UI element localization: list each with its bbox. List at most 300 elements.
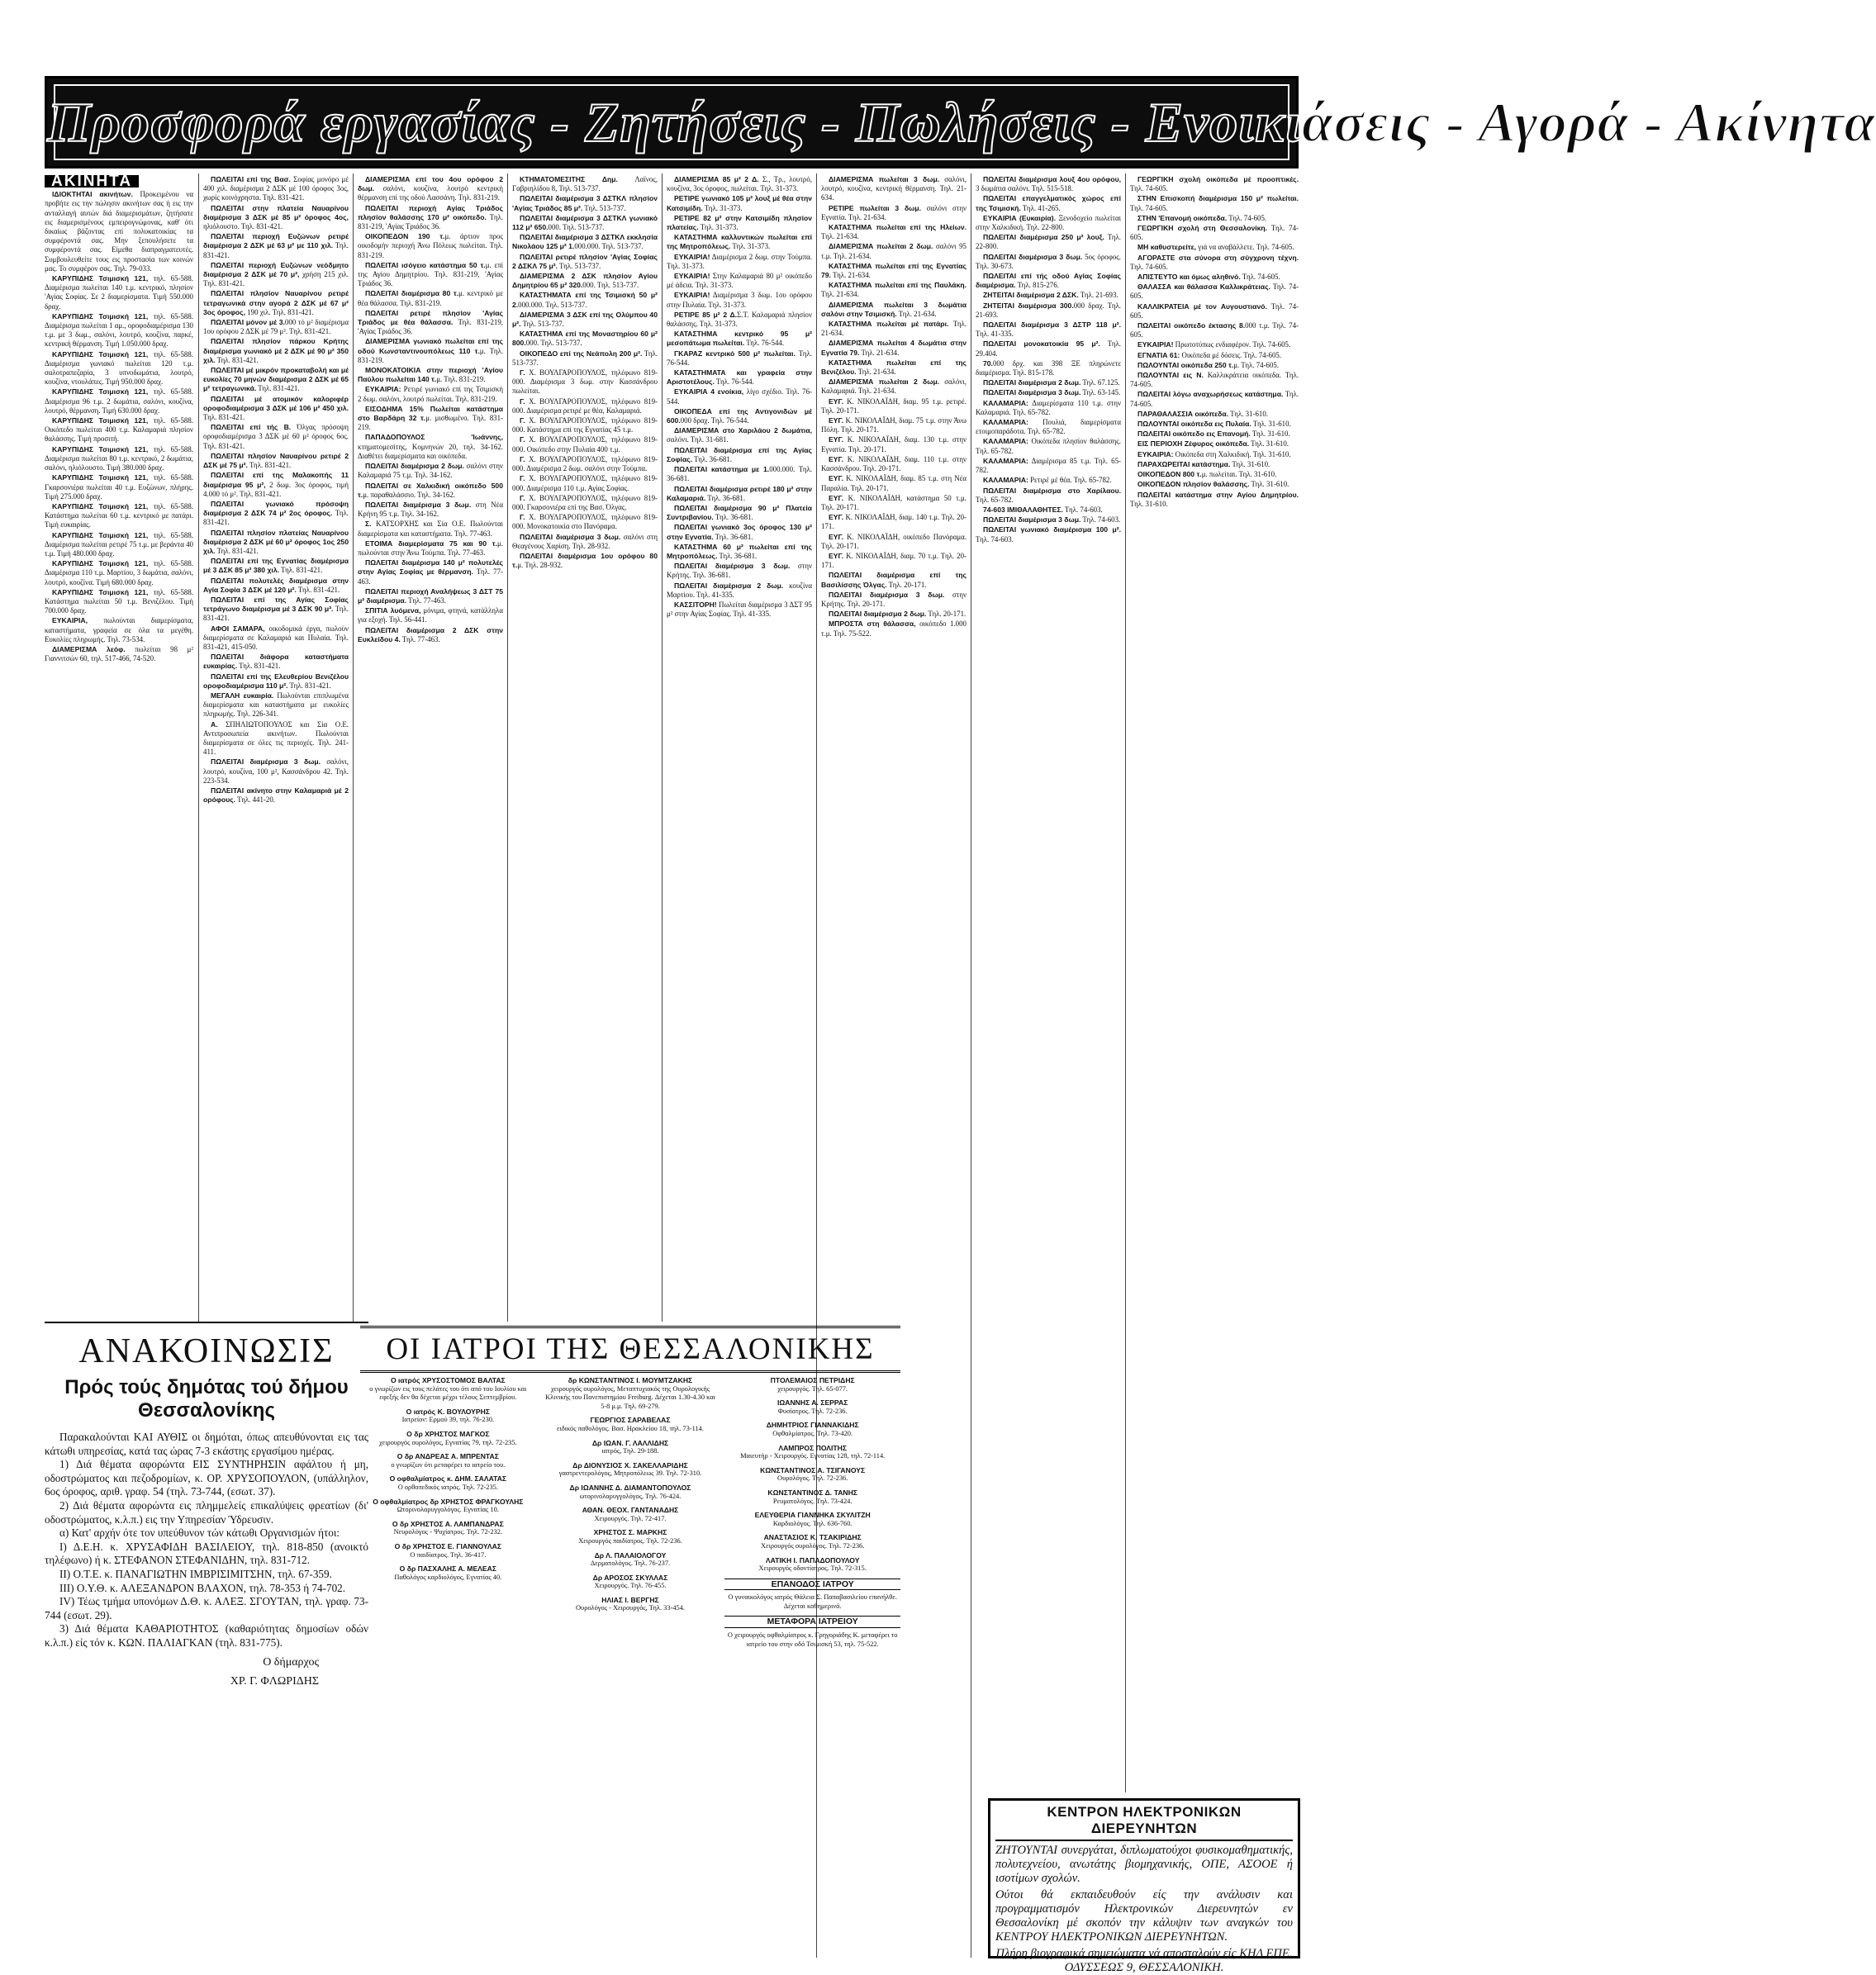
doctor-name: ΗΛΙΑΣ Ι. ΒΕΡΓΗΣ: [601, 1595, 659, 1604]
classified-ad: ΚΑΤΑΣΤΗΜΑ 60 μ² πωλείται επί της Μητροπόλεως. Τηλ. 36-681.: [667, 542, 812, 560]
classified-ad: ΚΑΤΑΣΤΗΜΑ πωλείται επί της Ηλείων. Τηλ. 21-634.: [821, 223, 966, 241]
classified-ad: ΠΩΛΕΙΤΑΙ επί τής οδού Αγίας Σοφίας διαμέρισμα. Τηλ. 815-276.: [976, 272, 1121, 290]
classified-ad: ΠΩΛΕΙΤΑΙ διαμέρισμα ρετιρέ 180 μ² στην Καλαμαριά. Τηλ. 36-681.: [667, 484, 812, 502]
announcement-paragraph: ΙΙ) Ο.Τ.Ε. κ. ΠΑΝΑΓΙΩΤΗΝ ΙΜΒΡΙΣΙΜΙΤΣΗΝ, τηλ. 67-359.: [59, 1567, 332, 1580]
doctor-entry: [360, 1498, 536, 1515]
doctor-entry: [543, 1551, 719, 1569]
classified-ad: ΠΩΛΕΙΤΑΙ περιοχή Ευζώνων ρετιρέ διαμέρισμα 2 ΔΣΚ μέ 63 μ² με 110 χιλ. Τηλ. 831-421.: [203, 232, 349, 259]
doctor-name: ΕΛΕΥΘΕΡΙΑ ΓΙΑΝΝΗΚΑ ΣΚΥΛΙΤΖΗ: [754, 1511, 871, 1520]
classified-ad: ΔΙΑΜΕΡΙΣΜΑ γωνιακό πωλείται επί της οδού Κωνσταντινουπόλεως 110 τ.μ. Τηλ. 831-219.: [358, 337, 504, 364]
classified-ad: ΚΑΛΑΜΑΡΙΑ: Διαμέρισμα 85 τ.μ. Τηλ. 65-782.: [976, 456, 1121, 475]
research-centre-contact: Πλήρη βιογραφικά σημειώματα νά αποσταλούν είς ΚΗΔ ΕΠΕ, ΟΔΥΣΣΕΩΣ 9, ΘΕΣΣΑΛΟΝΙΚΗ.: [995, 1947, 1293, 1974]
column-divider: [662, 173, 663, 1322]
classified-ad: ΚΑΤΑΣΤΗΜΑ πωλείται επί της Παυλάκη. Τηλ. 21-634.: [821, 281, 966, 299]
doctors-column: [360, 1376, 536, 1964]
classified-ad: ΙΔΙΟΚΤΗΤΑΙ ακινήτων. Προκειμένου να προβήτε εις την πώλησιν ακινήτων σας ή εις την ανταλλαγή αυτών διά διαμερισμάτων, ζητήσατε εις διαμερισμένους εμπειρογνώμονας, καθ' ότι δικαίως βάζοντας επί πολυκατοικίας τα συμφέροντά σας. Μην ξεπουλήσετε τα συμφέροντά σας. Είμεθα διαπραγματευτές. Συμβουλευθείτε τους εις προστασία των κοινών μας. Το συμφέρον σας. Τηλ. 79-033.: [45, 190, 194, 273]
doctor-entry: [360, 1564, 536, 1582]
classified-ad: ΠΩΛΕΙΤΑΙ πλησίον Ναυαρίνου ρετιρέ τετραγωνικά στην αγορά 2 ΔΣΚ μέ 67 μ² 3ος όροφος, 190 χιλ. Τηλ. 831-421.: [203, 289, 349, 316]
classified-ad: ΚΑΤΑΣΤΗΜΑ καλλυντικών πωλείται επί της Μητροπόλεως. Τηλ. 31-373.: [667, 233, 812, 251]
classified-ad: ΠΩΛΕΙΤΑΙ διαμέρισμα 3 δωμ. στην Κρήτης. Τηλ. 36-681.: [667, 562, 812, 580]
doctor-details: Οφθαλμίατρος. Τηλ. 73-420.: [772, 1429, 853, 1437]
classified-ad: ΔΙΑΜΕΡΙΣΜΑ πωλείται 2 δωμ. σαλόνι 95 τ.μ. Τηλ. 21-634.: [821, 242, 966, 260]
classified-ad: ΚΑΡΥΠΙΔΗΣ Τσιμισκή 121, τηλ. 65-588. Διαμέρισμα πωλείται 80 τ.μ. κεντρικό, 2 δωμάτια, σαλόνι, ηλιόλουστο. Τιμή 380.000 δραχ.: [45, 444, 193, 472]
column-divider: [353, 173, 354, 1322]
classified-ad: ΠΩΛΕΙΤΑΙ διαμέρισμα 250 μ² λουξ. Τηλ. 22-800.: [976, 233, 1121, 251]
classified-ad: ΠΩΛΕΙΤΑΙ διαμέρισμα 90 μ² Πλατεία Συντριβανίου. Τηλ. 36-681.: [667, 503, 812, 522]
doctor-entry: [724, 1511, 900, 1528]
doctor-name: ΛΑΤΙΚΗ Ι. ΠΑΠΑΔΟΠΟΥΛΟΥ: [765, 1555, 860, 1564]
doctor-name: Ο δρ ΧΡΗΣΤΟΣ ΜΑΓΚΟΣ: [406, 1429, 490, 1438]
classified-ad: ΔΙΑΜΕΡΙΣΜΑ πωλείται 3 δωμ. σαλόνι, λουτρό, κουζίνα, κεντρική θέρμανση. Τηλ. 21-634.: [821, 175, 966, 202]
classified-ad: ΚΑΡΥΠΙΔΗΣ Τσιμισκή 121, τηλ. 65-588. Κατάστημα πωλείται 60 τ.μ. κεντρικό με πατάρι. Τιμή ευκαιρίας.: [45, 501, 193, 529]
classified-ad: ΔΙΑΜΕΡΙΣΜΑ πωλείται 4 δωμάτια στην Εγνατία 79. Τηλ. 21-634.: [821, 339, 966, 357]
classified-ad: ΜΗ καθυστερείτε, γιά να αναβάλλετε. Τηλ. 74-605.: [1137, 243, 1294, 252]
announcement-paragraph: 1) Διά θέματα αφορώντα ΕΙΣ ΣΥΝΤΗΡΗΣΙΝ αφάλτου ή μη, οδοστρώματος και πεζοδρομίων, κ. ΟΡ. ΧΡΥΣΟΠΟΥΛΟΝ, (υπάλληλον, 6ος όροφος, αριθ. γραφ. 54 (τηλ. 73-744, (εσωτ. 37).: [45, 1458, 368, 1498]
doctor-entry: [724, 1421, 900, 1438]
classified-ad: ΠΩΛΕΙΤΑΙ κατάστημα με 1.000.000. Τηλ. 36-681.: [667, 465, 812, 483]
doctor-name: Ο δρ ΧΡΗΣΤΟΣ Ε. ΓΙΑΝΝΟΥΛΑΣ: [394, 1541, 501, 1550]
classified-ad: ΕΥΓ. Κ. ΝΙΚΟΛΑΪΔΗ, διαμ. 95 τ.μ. ρετιρέ. Τηλ. 20-171.: [821, 396, 966, 415]
doctor-entry: [724, 1556, 900, 1574]
classified-ad: ΠΩΛΕΙΤΑΙ μόνον μέ 3.000 τό μ² διαμέρισμα 1ου ορόφου 2 ΔΣΚ μέ 79 μ². Τηλ. 831-421.: [203, 318, 349, 336]
classified-ad: Γ. Χ. ΒΟΥΛΓΑΡΟΠΟΥΛΟΣ, τηλέφωνο 819-000. Κατάστημα επί της Εγνατίας 45 τ.μ.: [512, 416, 658, 434]
classified-ad: ΕΥΓ. Κ. ΝΙΚΟΛΑΪΔΗ, διαμ. 130 τ.μ. στην Εγνατία. Τηλ. 20-171.: [821, 435, 966, 453]
classified-column-7: [976, 175, 1121, 1956]
ads-list: [976, 175, 1121, 544]
classified-ad: Σ. ΚΑΤΣΟΡΧΗΣ και Σία Ο.Ε. Πωλούνται διαμερίσματα και καταστήματα. Τηλ. 77-463.: [358, 520, 503, 538]
classified-ad: ΚΑΣΣΙΤΟΡΗ! Πωλείται διαμέρισμα 3 ΔΣΤ 95 μ² στην Αγίας Σοφίας. Τηλ. 41-335.: [667, 600, 812, 619]
classified-ad: ΠΩΛΕΙΤΑΙ διαμέρισμα 3 ΔΣΤΚΛ γωνιακό 112 μ² 650.000. Τηλ. 513-737.: [512, 213, 658, 232]
classified-ad: ΚΑΤΑΣΤΗΜΑ επί της Μοναστηρίου 60 μ² 800.000. Τηλ. 513-737.: [512, 330, 658, 348]
classified-ad: ΘΑΛΑΣΣΑ και θάλασσα Καλλικράτειας. Τηλ. 74-605.: [1130, 282, 1299, 301]
classified-ad: ΕΥΚΑΙΡΙΑ (Ευκαιρία). Ξενοδοχείο πωλείται στην Χαλκιδική. Τηλ. 22-800.: [976, 213, 1121, 232]
doctor-details: Ο παιδίατρος. Τηλ. 36-417.: [410, 1550, 487, 1559]
classified-ad: ΕΥΚΑΙΡΙΑ 4 ενοίκια, λίγο σχέδιο. Τηλ. 76-544.: [667, 387, 812, 406]
doctor-entry: [724, 1488, 900, 1506]
announcement-paragraph: 2) Διά θέματα αφορώντα εις πλημμελείς επικαλύψεις φρεατίων (δι' οδοστρώματος, κ.λ.π.) εις την Υπηρεσίαν Ύδρευσιν.: [45, 1498, 368, 1526]
classified-ad: ΕΤΟΙΜΑ διαμερίσματα 75 και 90 τ.μ. πωλούνται στην Άνω Τούμπα. Τηλ. 77-463.: [358, 539, 503, 557]
classified-ad: ΕΥΚΑΙΡΙΑ! Διαμέρισμα 2 δωμ. στην Τούμπα. Τηλ. 31-373.: [667, 252, 812, 270]
classified-ad: ΕΥΚΑΙΡΙΑ! Διαμέρισμα 3 δωμ. 1ου ορόφου στην Πυλαία. Τηλ. 31-373.: [667, 291, 812, 309]
classified-ad: ΠΩΛΕΙΤΑΙ οικόπεδο έκτασης 8.000 τ.μ. Τηλ. 74-605.: [1130, 321, 1299, 339]
announcement-paragraph: Ι) Δ.Ε.Η. κ. ΧΡΥΣΑΦΙΔΗ ΒΑΣΙΛΕΙΟΥ, τηλ. 818-850 (ανοικτό τηλέφωνο) ή κ. ΣΤΕΦΑΝΟΝ ΣΤΕΦΑΝΙΔΗΝ, τηλ. 831-712.: [45, 1540, 368, 1567]
classified-ad: ΚΑΛΛΙΚΡΑΤΕΙΑ μέ τον Αυγουστιανό. Τηλ. 74-605.: [1130, 301, 1299, 320]
doctor-entry: [360, 1542, 536, 1560]
classified-ad: Γ. Χ. ΒΟΥΛΓΑΡΟΠΟΥΛΟΣ, τηλέφωνο 819-000. Οικόπεδο στην Πυλαία 400 τ.μ.: [512, 435, 658, 453]
doctor-name: ΑΝΑΣΤΑΣΙΟΣ Κ. ΤΣΑΚΙΡΙΔΗΣ: [763, 1533, 862, 1542]
doctor-entry: [543, 1376, 719, 1411]
doctor-entry: [724, 1466, 900, 1484]
classified-ad: ΠΩΛΕΙΤΑΙ διαμέρισμα 2 δωμ. Τηλ. 67.125.: [983, 378, 1120, 387]
classified-ad: ΚΑΛΑΜΑΡΙΑ: Οικόπεδα πλησίον θαλάσσης. Τηλ. 65-782.: [976, 437, 1121, 455]
doctor-entry: [724, 1398, 900, 1416]
classified-ad: ΟΙΚΟΠΕΔΟ επί της Νεάπολη 200 μ². Τηλ. 513-737.: [512, 349, 658, 367]
classified-ad: ΠΩΛΕΙΤΑΙ διαμέρισμα 80 τ.μ. κεντρικό με θέα θάλασσα. Τηλ. 831-219.: [358, 289, 503, 307]
classified-ad: ΚΑΤΑΣΤΗΜΑ πωλείται μέ πατάρι. Τηλ. 21-634.: [821, 320, 966, 338]
classified-ad: ΠΩΛΕΙΤΑΙ διαμέρισμα 1ου ορόφου 80 τ.μ. Τηλ. 28-932.: [512, 551, 658, 570]
doctor-details: Παθολόγος καρδιολόγος, Εγνατίας 40.: [394, 1573, 502, 1581]
classified-ad: Γ. Χ. ΒΟΥΛΓΑΡΟΠΟΥΛΟΣ, τηλέφωνο 819-000. Διαμέρισμα 3 δωμ. στην Κασσάνδρου πωλείται.: [512, 368, 658, 396]
doctor-name: ΑΘΑΝ. ΘΕΟΧ. ΓΑΝΤΑΝΑΔΗΣ: [582, 1506, 679, 1515]
classified-ad: ΕΥΚΑΙΡΙΑ: Οικόπεδα στη Χαλκιδική. Τηλ. 31-610.: [1137, 449, 1291, 458]
classified-ad: Γ. Χ. ΒΟΥΛΓΑΡΟΠΟΥΛΟΣ, τηλέφωνο 819-000. Διαμέρισμα ρετιρέ με θέα, Καλαμαριά.: [512, 396, 658, 415]
research-centre-ad: [988, 1798, 1300, 1974]
doctor-details: χειρουργός. Τηλ. 65-077.: [777, 1384, 848, 1393]
research-centre-text: ΖΗΤΟΥΝΤΑΙ συνεργάται, διπλωματούχοι φυσικομαθηματικής, πολυτεχνείου, ανωτάτης βιομηχανικής, ΟΠΕ, ΑΣΟΟΕ ή ισοτίμων σχολών.: [995, 1844, 1293, 1885]
classified-ad: ΕΥΓ. Κ. ΝΙΚΟΛΑΪΔΗ, διαμ. 75 τ.μ. στην Άνω Πόλη. Τηλ. 20-171.: [821, 416, 966, 434]
doctor-details: Χειρουργός. Τηλ. 72-417.: [594, 1514, 667, 1522]
classified-ad: ΚΑΡΥΠΙΔΗΣ Τσιμισκή 121, τηλ. 65-588. Διαμέρισμα γωνιακό πωλείται 120 τ.μ. σαλοτραπεζαρία, 3 υπνοδωμάτια, λουτρό, κουζίνα, ντουλάπες. Τιμή 950.000 δραχ.: [45, 349, 193, 387]
classified-ad: ΣΠΙΤΙΑ λυόμενα, μόνιμα, φτηνά, κατάλληλα για εξοχή. Τηλ. 56-441.: [358, 606, 503, 624]
classified-ad: ΠΩΛΕΙΤΑΙ επί της Αγίας Σοφίας τετράγωνο διαμέρισμα μέ 3 ΔΣΚ 90 μ². Τηλ. 831-421.: [203, 595, 349, 623]
doctor-name: Ο ιατρός ΧΡΥΣΟΣΤΟΜΟΣ ΒΑΛΤΑΣ: [390, 1376, 506, 1384]
classified-ad: ΠΩΛΕΙΤΑΙ ακίνητο στην Καλαμαριά μέ 2 ορόφους. Τηλ. 441-20.: [203, 786, 349, 805]
classified-ad: ΠΩΛΕΙΤΑΙ διαμέρισμα 3 δωμ. στην Κρήτης. Τηλ. 20-171.: [821, 590, 966, 608]
doctor-details: ο γνωρίζων εις τους πελάτες του ότι από του Ιουλίου και εφεξής δεν θα δέχεται μέχρι τέλους Σεπτεμβρίου.: [369, 1384, 527, 1402]
column-divider: [1125, 173, 1126, 1792]
classified-ad: ΚΑΡΥΠΙΔΗΣ Τσιμισκή 121, τηλ. 65-588. Οικόπεδο πωλείται 400 τ.μ. Καλαμαριά πλησίον θαλάσσης. Τιμή προσιτή.: [45, 416, 193, 444]
doctors-heading: ΟΙ ΙΑΤΡΟΙ ΤΗΣ ΘΕΣΣΑΛΟΝΙΚΗΣ: [360, 1326, 900, 1373]
classified-ad: ΠΩΛΕΙΤΑΙ γωνιακό διαμέρισμα 100 μ². Τηλ. 74-603.: [976, 525, 1121, 544]
doctor-details: Ο ορθοπεδικός ιατρός. Τηλ. 72-235.: [397, 1483, 498, 1491]
classified-ad: Γ. Χ. ΒΟΥΛΓΑΡΟΠΟΥΛΟΣ, τηλέφωνο 819-000. Γκαρσονιέρα επί της Βασ. Όλγας.: [512, 493, 658, 511]
classified-ad: ΔΙΑΜΕΡΙΣΜΑ στο Χαριλάου 2 δωμάτια, σαλόνι. Τηλ. 31-681.: [667, 426, 812, 444]
classified-ad: ΕΥΚΑΙΡΙΑ: Ρετιρέ γωνιακό επί της Τσιμισκή 2 δωμ. σαλόνι, λουτρό πωλείται. Τηλ. 831-219.: [358, 385, 503, 403]
classified-ad: ΔΙΑΜΕΡΙΣΜΑ επί του 4ου ορόφου 2 δωμ. σαλόνι, κουζίνα, λουτρό κεντρική θέρμανση επί της οδού Λασσάνη. Τηλ. 831-219.: [358, 175, 503, 202]
doctor-name: ΠΤΟΛΕΜΑΙΟΣ ΠΕΤΡΙΔΗΣ: [770, 1376, 855, 1384]
classified-ad: ΠΩΛΕΙΤΑΙ κατάστημα στην Αγίου Δημητρίου. Τηλ. 31-610.: [1130, 490, 1299, 508]
doctor-entry: [724, 1533, 900, 1550]
doctor-entry: [543, 1574, 719, 1591]
doctor-name: Ο ιατρός Κ. ΒΟΥΛΟΥΡΗΣ: [406, 1407, 491, 1416]
classified-column-8: [1130, 175, 1299, 1791]
classified-ad: ΚΑΡΥΠΙΔΗΣ Τσιμισκή 121, τηλ. 65-588. Γκαρσονιέρα πωλείται 40 τ.μ. Ευζώνων, πλήρης. Τιμή 275.000 δραχ.: [45, 473, 193, 501]
doctor-details: Μαιευτήρ - Χειρουργός. Εγνατίας 128, τηλ. 72-114.: [740, 1452, 886, 1460]
classified-ad: Γ. Χ. ΒΟΥΛΓΑΡΟΠΟΥΛΟΣ, τηλέφωνο 819-000. Διαμέρισμα 2 δωμ. σαλόνι στην Τούμπα.: [512, 454, 658, 473]
section-banner: [45, 76, 1876, 169]
doctor-details: ο γνωρίζων ότι μεταφέρει το ιατρείο του.: [391, 1460, 506, 1469]
classified-ad: ΚΑΛΑΜΑΡΙΑ: Διαμερίσματα 110 τ.μ. στην Καλαμαριά. Τηλ. 65-782.: [976, 398, 1121, 416]
classified-ad: ΠΑΠΑΔΟΠΟΥΛΟΣ 'Ιωάννης, κτηματομεσίτης, Κομνηνών 20, τηλ. 34-162. Διαθέτει διαμερίσματα και οικόπεδα.: [358, 433, 503, 460]
classified-ad: ΠΩΛΕΙΤΑΙ διαμέρισμα 3 δωμ. στη Νέα Κρήνη 95 τ.μ. Τηλ. 34-162.: [358, 500, 504, 519]
classified-ad: ΡΕΤΙΡΕ γωνιακό 105 μ² λουξ μέ θέα στην Κατσιμίδη. Τηλ. 31-373.: [667, 194, 812, 212]
classified-ad: ΠΩΛΕΙΤΑΙ διαμέρισμα επί της Βασιλίσσης Όλγας. Τηλ. 20-171.: [821, 571, 966, 589]
doctor-entry: [543, 1416, 719, 1433]
doctor-name: Δρ ΔΙΟΝΥΣΙΟΣ Χ. ΣΑΚΕΛΛΑΡΙΔΗΣ: [572, 1460, 688, 1469]
classified-ad: ΕΥΓ. Κ. ΝΙΚΟΛΑΪΔΗ, οικόπεδο Πανόραμα. Τηλ. 20-171.: [821, 532, 966, 550]
classified-ad: ΠΩΛΕΙΤΑΙ διαμέρισμα επί της Αγίας Σοφίας. Τηλ. 36-681.: [667, 445, 812, 463]
doctor-name: ΙΩΑΝΝΗΣ Α. ΣΕΡΡΑΣ: [777, 1398, 848, 1408]
classified-ad: ΔΙΑΜΕΡΙΣΜΑ λεόφ. πωλείται 98 μ² Γιαννιτσών 60, τηλ. 517-466, 74-520.: [45, 644, 194, 663]
classified-ad: ΠΩΛΕΙΤΑΙ επί της Βασ. Σοφίας μονόρο μέ 400 χιλ. διαμέρισμα 2 ΔΣΚ μέ 100 όροφος 3ος, χωρίς κοινόχρηστα. Τηλ. 831-421.: [203, 175, 349, 202]
ads-list: [512, 175, 658, 570]
doctor-details: Χειρουργός. Τηλ. 76-455.: [594, 1582, 667, 1590]
classified-ad: ΠΩΛΕΙΤΑΙ διαμέρισμα 2 δωμ. κουζίνα Μαρτίου. Τηλ. 41-335.: [667, 581, 812, 599]
column-divider: [198, 173, 199, 1322]
classified-ad: ΟΙΚΟΠΕΔΟΝ 190 τ.μ. άρτιον προς οικοδομήν περιοχή Άνω Πόλεως πωλείται. Τηλ. 831-219.: [358, 232, 503, 259]
classified-ad: ΑΠΙΣΤΕΥΤΟ και όμως αληθινό. Τηλ. 74-605.: [1137, 273, 1280, 282]
subhead-metafora: ΜΕΤΑΦΟΡΑ ΙΑΤΡΕΙΟΥ: [724, 1616, 900, 1628]
classified-ad: ΠΩΛΟΥΝΤΑΙ οικόπεδα εις Πυλαία. Τηλ. 31-610.: [1137, 420, 1291, 429]
classified-column-1: [45, 175, 193, 1318]
classified-ad: 70.000 δρχ. και 398 ΞΕ πληρώνετε διαμέρισμα. Τηλ. 815-178.: [976, 358, 1121, 377]
doctor-details: ωτορινολαρυγγολόγος, Τηλ. 76-424.: [579, 1492, 682, 1500]
subhead-epanodos: ΕΠΑΝΟΔΟΣ ΙΑΤΡΟΥ: [724, 1579, 900, 1591]
classified-ad: ΠΩΛΕΙΤΑΙ περιοχή Αναλήψεως 3 ΔΣΤ 75 μ² διαμέρισμα. Τηλ. 77-463.: [358, 586, 503, 605]
classified-column-5: [667, 175, 812, 1318]
classified-ad: ΖΗΤΕΙΤΑΙ διαμέρισμα 300.000 δραχ. Τηλ. 21-693.: [976, 301, 1121, 319]
classified-ad: ΕΥΓ. Κ. ΝΙΚΟΛΑΪΔΗ, διαμ. 70 τ.μ. Τηλ. 20-171.: [821, 551, 966, 570]
classified-ad: ΠΩΛΕΙΤΑΙ μονοκατοικία 95 μ². Τηλ. 29.404.: [976, 339, 1121, 358]
doctor-details: Ωτορινολαρυγγολόγος. Εγνατίας 10.: [397, 1506, 499, 1514]
announcement-paragraph: ΙΙΙ) Ο.Υ.Θ. κ. ΑΛΕΞΑΝΔΡΟΝ ΒΛΑΧΟΝ, τηλ. 78-353 ή 74-702.: [59, 1581, 346, 1594]
doctor-entry: [724, 1444, 900, 1461]
doctor-details: ειδικός παθολόγος. Βασ. Ηρακλείου 18, τηλ. 73-114.: [557, 1424, 704, 1432]
announcement-paragraph: Παρακαλούνται ΚΑΙ ΑΥΘΙΣ οι δημόται, όπως απευθύνονται εις τας κάτωθι υπηρεσίας, κατά τας ώρας 7-3 εκάστης εργασίμου ημέρας.: [45, 1431, 368, 1457]
classified-ad: ΚΤΗΜΑΤΟΜΕΣΙΤΗΣ Δημ. Λαϊνος, Γαβριηλίδου 8, Τηλ. 513-737.: [512, 175, 658, 193]
classified-ad: Α. ΣΠΗΛΙΩΤΟΠΟΥΛΟΣ και Σία Ο.Ε. Αντιπροσωπεία ακινήτων. Πωλούνται διαμερίσματα σε όλες τις περιοχές. Τηλ. 241-411.: [203, 719, 349, 757]
classified-ad: ΔΙΑΜΕΡΙΣΜΑ 3 ΔΣΚ επί της Ολύμπου 40 μ². Τηλ. 513-737.: [512, 310, 658, 329]
subhead-text: Ο γυναικολόγος ιατρός Θάλεια Σ. Παπαβασιλείου επανήλθε. Δέχεται καθημερινά.: [728, 1593, 897, 1610]
classified-ad: ΔΙΑΜΕΡΙΣΜΑ πωλείται 2 δωμ. σαλόνι, Καλαμαριά. Τηλ. 21-634.: [821, 377, 966, 396]
subhead-text: Ο χειρουργός οφθαλμίατρος κ. Γρηγοριάδης Κ. μεταφέρει το ιατρείο του στην οδό Τσιμισκή 53, τηλ. 75-522.: [727, 1631, 898, 1648]
classified-ad: ΠΩΛΕΙΤΑΙ επί της Εγνατίας διαμέρισμα μέ 3 ΔΣΚ 85 μ² 380 χιλ. Τηλ. 831-421.: [203, 557, 349, 575]
classified-ad: ΕΥΚΑΙΡΙΑ, πωλούνται διαμερίσματα, καταστήματα, γραφεία σε όλα τα μεγέθη. Ευκολίες πληρωμής. Τηλ. 73-534.: [45, 616, 193, 643]
classified-ad: ΡΕΤΙΡΕ 82 μ² στην Κατσιμίδη πλησίον πλατείας. Τηλ. 31-373.: [667, 213, 812, 232]
classified-ad: ΠΩΛΕΙΤΑΙ πολυτελές διαμέρισμα στην Αγία Σοφία 3 ΔΣΚ μέ 120 μ². Τηλ. 831-421.: [203, 576, 349, 594]
classified-ad: ΠΩΛΕΙΤΑΙ διαμέρισμα 3 ΔΣΤΚΛ εκκλησία Νικολάου 125 μ² 1.000.000. Τηλ. 513-737.: [512, 233, 658, 251]
research-centre-heading: ΚΕΝΤΡΟΝ ΗΛΕΚΤΡΟΝΙΚΩΝ ΔΙΕΡΕΥΝΗΤΩΝ: [995, 1804, 1293, 1841]
doctor-entry: [543, 1506, 719, 1523]
classified-ad: Γ. Χ. ΒΟΥΛΓΑΡΟΠΟΥΛΟΣ, τηλέφωνο 819-000. Διαμέρισμα 110 τ.μ. Αγίας Σοφίας.: [512, 474, 658, 492]
doctor-details: Ουρολόγος. Τηλ. 72-236.: [777, 1474, 848, 1483]
classified-ad: ΕΙΣ ΠΕΡΙΟΧΗ Ζέφυρος οικόπεδα. Τηλ. 31-610.: [1137, 439, 1289, 449]
classified-ad: ΡΕΤΙΡΕ 85 μ² 2 Δ.Σ.Τ. Καλαμαριά πλησίον θαλάσσης. Τηλ. 31-373.: [667, 310, 813, 329]
doctor-details: Ουρολόγος - Χειρουργός, Τηλ. 33-454.: [576, 1604, 685, 1612]
doctor-details: Χειρουργός οδοντίατρος. Τηλ. 72-315.: [758, 1564, 867, 1573]
doctor-name: Ο δρ ΠΑΣΧΑΛΗΣ Α. ΜΕΛΕΑΣ: [399, 1564, 497, 1574]
doctor-name: δρ ΚΩΝΣΤΑΝΤΙΝΟΣ Ι. ΜΟΥΜΤΖΑΚΗΣ: [568, 1376, 693, 1384]
doctor-details: γαστρεντερολόγος, Μητροπόλεως 39. Τηλ. 72-310.: [558, 1469, 702, 1478]
announcement-paragraph: α) Κατ' αρχήν ότε τον υπεύθυνον τών κάτωθι Οργανισμών ήτοι:: [59, 1526, 340, 1540]
doctor-name: Δρ ΑΡΟΣΟΣ ΣΚΥΛΛΑΣ: [592, 1573, 668, 1582]
doctor-name: Ο δρ ΧΡΗΣΤΟΣ Α. ΛΑΜΠΑΝΔΡΑΣ: [392, 1519, 504, 1528]
classified-ad: ΠΩΛΕΙΤΑΙ ισόγειο κατάστημα 50 τ.μ. επί της Αγίου Δημητρίου. Τηλ. 831-219, 'Αγίας Τριάδος 36.: [358, 260, 504, 288]
doctor-details: Χειρουργός παιδίατρος. Τηλ. 72-236.: [578, 1536, 682, 1545]
announcement-paragraph: 3) Διά θέματα ΚΑΘΑΡΙΟΤΗΤΟΣ (καθαριότητας δημοσίων οδών κ.λ.π.) είς τόν κ. ΚΩΝ. ΠΑΛΙΑΓΚΑΝ (τηλ. 831-775).: [45, 1622, 368, 1649]
classified-ad: ΚΑΤΑΣΤΗΜΑ πωλείται επί της Βενιζέλου. Τηλ. 21-634.: [821, 358, 966, 377]
classified-ad: ΑΦΟΙ ΣΑΜΑΡΑ, οικοδομικά έργα, πωλούν διαμερίσματα σε Καλαμαριά και Πυλαία. Τηλ. 831-421, 415-050.: [203, 624, 349, 651]
classified-ad: ΠΩΛΕΙΤΑΙ διαμέρισμα 2 δωμ. σαλόνι στην Καλαμαριά 75 τ.μ. Τηλ. 34-162.: [358, 462, 503, 480]
classified-ad: ΖΗΤΕΙΤΑΙ διαμέρισμα 2 ΔΣΚ. Τηλ. 21-693.: [983, 291, 1118, 300]
doctor-name: ΧΡΗΣΤΟΣ Σ. ΜΑΡΚΗΣ: [593, 1528, 667, 1537]
classified-ad: ΚΑΛΑΜΑΡΙΑ: Ρετιρέ μέ θέα. Τηλ. 65-782.: [983, 476, 1112, 485]
announcement-box: [45, 1322, 368, 1959]
classified-ad: ΕΙΣΟΔΗΜΑ 15% Πωλείται κατάστημα στο Βαρδάρη 32 τ.μ. μισθωμένο. Τηλ. 831-219.: [358, 404, 503, 432]
announcement-body: [45, 1431, 368, 1650]
classified-ad: ΠΩΛΕΙΤΑΙ διαμέρισμα 2 δωμ. Τηλ. 20-171.: [829, 610, 966, 619]
doctor-entry: [543, 1439, 719, 1456]
doctors-columns: [360, 1376, 900, 1964]
doctor-name: ΓΕΩΡΓΙΟΣ ΣΑΡΑΒΕΛΑΣ: [590, 1416, 671, 1425]
classified-ad: ΟΙΚΟΠΕΔΑ επί της Αντιγονιδών μέ 600.000 δραχ. Τηλ. 76-544.: [667, 406, 812, 425]
doctor-details: Φυσίατρος. Τηλ. 72-236.: [777, 1407, 848, 1415]
doctor-name: ΛΑΜΠΡΟΣ ΠΟΛΙΤΗΣ: [778, 1443, 847, 1452]
classified-ad: ΠΩΛΕΙΤΑΙ διαμέρισμα λουξ 4ου ορόφου, 3 δωμάτια σαλόνι. Τηλ. 515-518.: [976, 175, 1121, 193]
classified-ad: ΠΩΛΕΙΤΑΙ διαμέρισμα 3 ΔΣΤΚΛ πλησίον 'Αγίας Τριάδος 85 μ². Τηλ. 513-737.: [512, 194, 658, 212]
doctor-entry: [724, 1376, 900, 1393]
doctor-details: Χειρουργός ουρολόγος. Τηλ. 72-236.: [761, 1541, 865, 1550]
doctor-details: Δερματολόγος. Τηλ. 76-237.: [590, 1560, 671, 1568]
classified-ad: ΚΑΤΑΣΤΗΜΑ πωλείται επί της Εγνατίας 79. Τηλ. 21-634.: [821, 261, 966, 280]
classified-ad: ΠΩΛΕΙΤΑΙ διαμέρισμα 3 δωμ. Τηλ. 63-145.: [983, 388, 1121, 397]
doctors-column: [724, 1376, 900, 1964]
doctor-entry: [360, 1430, 536, 1447]
doctor-details: Ρευματολόγος. Τηλ. 73-424.: [772, 1497, 853, 1505]
classified-ad: ΠΩΛΕΙΤΑΙ διαμέρισμα 2 ΔΣΚ στην Ευκλείδου 4. Τηλ. 77-463.: [358, 625, 503, 643]
classified-ad: ΓΚΑΡΑΖ κεντρικό 500 μ² πωλείται. Τηλ. 76-544.: [667, 349, 812, 367]
classified-ad: ΠΩΛΕΙΤΑΙ διαμέρισμα 3 ΔΣΤΡ 118 μ². Τηλ. 41-335.: [976, 320, 1121, 339]
classified-ad: ΔΙΑΜΕΡΙΣΜΑ 2 ΔΣΚ πλησίον Αγίου Δημητρίου 65 μ² 320.000. Τηλ. 513-737.: [512, 272, 658, 290]
classified-ad: ΟΙΚΟΠΕΔΟΝ 800 τ.μ. πωλείται. Τηλ. 31-610.: [1137, 470, 1277, 479]
classified-ad: Γ. Χ. ΒΟΥΛΓΑΡΟΠΟΥΛΟΣ, τηλέφωνο 819-000. Μονοκατοικία στο Πανόραμα.: [512, 513, 658, 531]
banner-title: Προσφορά εργασίας - Ζητήσεις - Πωλήσεις - Ενοικιάσεις - Αγορά - Ακίνητα: [47, 91, 1876, 154]
doctor-entry: [360, 1452, 536, 1469]
classified-ad: ΠΩΛΟΥΝΤΑΙ οικόπεδα 250 τ.μ. Τηλ. 74-605.: [1137, 360, 1280, 369]
classified-ad: ΜΟΝΟΚΑΤΟΙΚΙΑ στην περιοχή 'Αγίου Παύλου πωλείται 140 τ.μ. Τηλ. 831-219.: [358, 366, 503, 384]
doctors-entries: [724, 1376, 900, 1574]
classified-ad: ΣΤΗΝ 'Επανομή οικόπεδα. Τηλ. 74-605.: [1137, 213, 1267, 222]
classified-ad: ΠΑΡΑΘΑΛΑΣΣΙΑ οικόπεδα. Τηλ. 31-610.: [1137, 409, 1268, 418]
ads-list: [45, 190, 193, 663]
doctor-name: ΚΩΝΣΤΑΝΤΙΝΟΣ Α. ΤΣΙΓΑΝΟΥΣ: [760, 1465, 866, 1474]
doctor-name: ΚΩΝΣΤΑΝΤΙΝΟΣ Δ. ΤΑΝΗΣ: [767, 1488, 857, 1497]
announcement-paragraph: ΙV) Τέως τμήμα υπονόμων Δ.Θ. κ. ΑΛΕΞ. ΣΓΟΥΤΑΝ, τηλ. γραφ. 73-744 (εσωτ. 29).: [45, 1595, 368, 1621]
doctor-name: Ο οφθαλμίατρος κ. ΔΗΜ. ΣΑΛΑΤΑΣ: [389, 1474, 507, 1484]
classified-ad: ΚΑΤΑΣΤΗΜΑΤΑ και γραφεία στην Αριστοτέλους. Τηλ. 76-544.: [667, 368, 812, 387]
classified-ad: ΕΥΓ. Κ. ΝΙΚΟΛΑΪΔΗ, διαμ. 85 τ.μ. στη Νέα Παραλία. Τηλ. 20-171.: [821, 474, 966, 492]
classified-ad: ΠΩΛΕΙΤΑΙ στην πλατεία Ναυαρίνου διαμέρισμα 3 ΔΣΚ μέ 85 μ² όροφος 4ος, ηλιόλουστο. Τηλ. 831-421.: [203, 203, 349, 231]
classified-ad: ΠΩΛΕΙΤΑΙ πλησίον πάρκου Κρήτης διαμέρισμα γωνιακό μέ 2 ΔΣΚ μέ 90 μ² 350 χιλ. Τηλ. 831-421.: [203, 337, 349, 364]
ads-list: [667, 175, 812, 619]
ads-list: [203, 175, 349, 805]
classified-ad: ΠΩΛΕΙΤΑΙ περιοχή Ευζώνων νεόδμητο διαμέρισμα 2 ΔΣΚ μέ 70 μ², χρήση 215 χιλ. Τηλ. 831-421.: [203, 260, 349, 288]
doctor-entry: [543, 1596, 719, 1613]
classified-ad: ΠΩΛΕΙΤΑΙ διάφορα καταστήματα ευκαιρίας. Τηλ. 831-421.: [203, 653, 349, 671]
doctor-name: Δρ ΙΩΑΝ. Γ. ΛΑΛΛΙΔΗΣ: [591, 1438, 669, 1447]
classified-ad: ΑΓΟΡΑΣΤΕ στα σύνορα στη σύγχρονη τέχνη. Τηλ. 74-605.: [1130, 253, 1299, 271]
classified-ad: ΔΙΑΜΕΡΙΣΜΑ πωλείται 3 δωμάτια σαλόνι στην Τσιμισκή. Τηλ. 21-634.: [821, 300, 966, 318]
doctor-entry: [543, 1461, 719, 1479]
classified-ad: ΠΩΛΕΙΤΑΙ περιοχή Αγίας Τριάδος πλησίον θαλάσσης 170 μ² οικόπεδο. Τηλ. 831-219, 'Αγίας Τριάδος 36.: [358, 203, 503, 231]
classified-ad: ΕΓΝΑΤΙΑ 61: Οικόπεδα μέ δόσεις. Τηλ. 74-605.: [1137, 350, 1282, 359]
doctor-entry: [543, 1484, 719, 1501]
classified-ad: ΕΥΚΑΙΡΙΑ! Στην Καλαμαριά 80 μ² οικόπεδο μέ άδεια. Τηλ. 31-373.: [667, 272, 812, 290]
section-header-akinita: ΑΚΙΝΗΤΑ: [45, 175, 139, 188]
ads-list: [1130, 175, 1299, 509]
classified-ad: ΕΥΓ. Κ. ΝΙΚΟΛΑΪΔΗ, κατάστημα 50 τ.μ. Τηλ. 20-171.: [821, 493, 966, 511]
classified-ad: ΠΩΛΕΙΤΑΙ πλησίον πλατείας Ναυαρίνου διαμέρισμα 2 ΔΣΚ μέ 60 μ² όροφος 1ος 250 χιλ. Τηλ. 831-421.: [203, 528, 349, 555]
doctors-directory: [360, 1326, 900, 1959]
classified-ad: ΓΕΩΡΓΙΚΗ σχολή οικόπεδα μέ προοπτικές. Τηλ. 74-605.: [1130, 175, 1299, 193]
classified-column-4: [512, 175, 658, 1318]
classified-ad: ΚΑΤΑΣΤΗΜΑ κεντρικό 95 μ² μεσοπάτωμα πωλείται. Τηλ. 76-544.: [667, 330, 812, 348]
classified-ad: ΚΑΡΥΠΙΔΗΣ Τσιμισκή 121, τηλ. 65-588. Κατάστημα πωλείται 50 τ.μ. Βενιζέλου. Τιμή 700.000 δραχ.: [45, 587, 193, 615]
doctor-name: ΔΗΜΗΤΡΙΟΣ ΓΙΑΝΝΑΚΙΔΗΣ: [766, 1421, 859, 1430]
classified-ad: ΠΩΛΕΙΤΑΙ γωνιακό πρόσοψη διαμέρισμα 2 ΔΣΚ 74 μ² 2ος όροφος. Τηλ. 831-421.: [203, 499, 349, 527]
classified-ad: ΚΑΡΥΠΙΔΗΣ Τσιμισκή 121, τηλ. 65-588. Διαμέρισμα πωλείται 140 τ.μ. κεντρικό, πλησίον 'Αγίας Σοφίας. Σε 2 διαμερίσματα. Τιμή 550.000 δραχ.: [45, 274, 193, 311]
classified-ad: ΠΩΛΕΙΤΑΙ λόγω αναχωρήσεως κατάστημα. Τηλ. 74-605.: [1130, 390, 1299, 408]
classified-column-3: [358, 175, 503, 1318]
research-centre-text: Ούτοι θά εκπαιδευθούν είς την ανάλυσιν και προγραμματισμόν Ηλεκτρονικών Διερευνητών εν Θεσσαλονίκη μέ σκοπόν την κάλυψιν των αναγκών του ΚΕΝΤΡΟΥ ΗΛΕΚΤΡΟΝΙΚΩΝ ΔΙΕΡΕΥΝΗΤΩΝ.: [995, 1888, 1293, 1944]
doctors-column: [543, 1376, 719, 1964]
classified-ad: ΠΩΛΕΙΤΑΙ επί τής Β. Όλγας πρόσοψη οροφοδιαμέρισμα 3 ΔΣΚ μέ 60 μ² όροφος 6ος. Τηλ. 831-421.: [203, 423, 349, 450]
doctor-name: Δρ ΙΩΑΝΝΗΣ Δ. ΔΙΑΜΑΝΤΟΠΟΥΛΟΣ: [569, 1483, 691, 1492]
classified-ad: ΠΩΛΕΙΤΑΙ ρετιρέ πλησίον 'Αγίας Σοφίας 2 ΔΣΚΛ 75 μ². Τηλ. 513-737.: [512, 252, 658, 270]
doctor-entry: [360, 1408, 536, 1425]
doctor-entry: [360, 1520, 536, 1537]
classified-ad: ΠΩΛΕΙΤΑΙ επί της Ελευθερίου Βενιζέλου οροφοδιαμέρισμα 110 μ². Τηλ. 831-421.: [203, 672, 349, 690]
doctor-name: Ο οφθαλμίατρος δρ ΧΡΗΣΤΟΣ ΦΡΑΓΚΟΥΛΗΣ: [373, 1497, 524, 1506]
classified-ad: ΠΩΛΕΙΤΑΙ διαμέρισμα 3 δωμ. σαλόνι στη Θεαγένους Χαρίση. Τηλ. 28-932.: [512, 532, 658, 550]
doctor-details: χειρουργός ουρολόγος, Μεταπτυχιακός της Ουρολογικής Κλινικής του Πανεπιστημίου Freiburg. Δέχεται 1.30-4.30 και 5-8 μ.μ. Τηλ. 69-279.: [545, 1384, 715, 1410]
classified-ad: ΡΕΤΙΡΕ πωλείται 3 δωμ. σαλόνι στην Εγνατία. Τηλ. 21-634.: [821, 203, 966, 221]
classified-ad: ΠΩΛΕΙΤΑΙ σε Χαλκιδική οικόπεδο 500 τ.μ. παραθαλάσσιο. Τηλ. 34-162.: [358, 481, 503, 499]
doctor-details: Νευρολόγος - Ψυχίατρος. Τηλ. 72-232.: [393, 1528, 503, 1536]
classified-ad: ΠΑΡΑΧΩΡΕΙΤΑΙ κατάστημα. Τηλ. 31-610.: [1137, 459, 1270, 468]
classified-ad: ΔΙΑΜΕΡΙΣΜΑ 85 μ² 2 Δ. Σ., Τρ., λουτρό, κουζίνα, 3ος όροφος, πωλείται. Τηλ. 31-373.: [667, 175, 812, 193]
classified-ad: ΠΩΛΕΙΤΑΙ διαμέρισμα 140 μ² πολυτελές στην Αγίας Σοφίας με θέρμανση. Τηλ. 77-463.: [358, 558, 503, 586]
classified-ad: 74-603 ΙΜΙΘΑΛΑΘΗΤΕΣ. Τηλ. 74-603.: [983, 505, 1103, 514]
classified-ad: ΕΥΓ. Κ. ΝΙΚΟΛΑΪΔΗ, διαμ. 140 τ.μ. Τηλ. 20-171.: [821, 513, 966, 531]
classified-ad: ΚΑΛΑΜΑΡΙΑ: Πουλιά, διαμερίσματα ετοιμοπαράδοτα. Τηλ. 65-782.: [976, 418, 1121, 436]
classified-ad: ΠΩΛΕΙΤΑΙ μέ ατομικόν καλοριφέρ οροφοδιαμέρισμα 3 ΔΣΚ μέ 106 μ² 450 χιλ. Τηλ. 831-421.: [203, 394, 349, 422]
column-divider: [507, 173, 508, 1322]
classified-ad: ΠΩΛΕΙΤΑΙ διαμέρισμα 3 δωμ. 5ος όροφος. Τηλ. 30-673.: [976, 252, 1121, 270]
doctor-details: ιατρός, Τηλ. 29-188.: [601, 1447, 659, 1455]
classified-ad: ΠΩΛΕΙΤΑΙ επί της Μαλακοπής 11 διαμέρισμα 95 μ², 2 δωμ. 3ος όροφος, τιμή 4.000 τό μ². Τηλ. 831-421.: [203, 471, 349, 498]
classified-ad: ΓΕΩΡΓΙΚΗ σχολή στη Θεσσαλονίκη. Τηλ. 74-605.: [1130, 224, 1299, 242]
announcement-heading: ΑΝΑΚΟΙΝΩΣΙΣ: [78, 1332, 335, 1370]
classified-ad: ΠΩΛΕΙΤΑΙ ρετιρέ πλησίον 'Αγίας Τριάδος με θέα θάλασσα. Τηλ. 831-219, 'Αγίας Τριάδος 36.: [358, 308, 503, 336]
ads-list: [821, 175, 966, 639]
classified-ad: ΚΑΡΥΠΙΔΗΣ Τσιμισκή 121, τηλ. 65-588. Διαμέρισμα 96 τ.μ. 2 δωμάτια, σαλόνι, κουζίνα, λουτρό, θέρμανση. Τιμή 630.000 δραχ.: [45, 387, 193, 415]
doctor-details: χειρουργός ουρολόγος, Εγνατίας 79, τηλ. 72-235.: [379, 1438, 517, 1446]
classified-ad: ΚΑΡΥΠΙΔΗΣ Τσιμισκή 121, τηλ. 65-588. Διαμέρισμα 110 τ.μ. Μαρτίου, 3 δωμάτια, σαλόνι, λουτρό, κουζίνα. Τιμή 680.000 δραχ.: [45, 559, 193, 586]
doctor-entry: [360, 1474, 536, 1492]
doctor-name: Δρ Λ. ΠΑΛΑΙΟΛΟΓΟΥ: [594, 1550, 667, 1560]
classified-ad: ΟΙΚΟΠΕΔΟΝ πλησίον θαλάσσης. Τηλ. 31-610.: [1137, 480, 1289, 489]
classified-ad: ΠΩΛΕΙΤΑΙ διαμέρισμα 3 δωμ. Τηλ. 74-603.: [983, 515, 1121, 525]
signature-name: ΧΡ. Γ. ΦΛΩΡΙΔΗΣ: [230, 1674, 319, 1688]
announcement-subheading: Πρός τούς δημότας τού δήμου Θεσσαλονίκης: [64, 1376, 349, 1422]
doctor-entry: [360, 1376, 536, 1403]
classified-ad: ΠΩΛΟΥΝΤΑΙ εις Ν. Καλλικράτεια οικόπεδα. Τηλ. 74-605.: [1130, 371, 1299, 389]
ads-list: [358, 175, 503, 644]
classified-ad: ΚΑΡΥΠΙΔΗΣ Τσιμισκή 121, τηλ. 65-588. Διαμέρισμα πωλείται ρετιρέ 75 τ.μ. με βεράντα 40 τ.μ. Τιμή 480.000 δραχ.: [45, 530, 193, 558]
doctor-details: Καρδιολόγος. Τηλ. 636-760.: [772, 1519, 853, 1527]
doctor-entry: [543, 1528, 719, 1545]
classified-column-2: [203, 175, 349, 1318]
classified-ad: ΠΩΛΕΙΤΑΙ διαμέρισμα 3 δωμ. σαλόνι, λουτρό, κουζίνα, 100 μ², Κασσάνδρου 42. Τηλ. 223-534.: [203, 757, 349, 785]
doctor-name: Ο δρ ΑΝΔΡΕΑΣ Α. ΜΠΡΕΝΤΑΣ: [397, 1452, 499, 1461]
classified-ad: ΜΕΓΑΛΗ ευκαιρία. Πωλούνται επιπλωμένα διαμερίσματα και καταστήματα με ευκολίες πληρωμής. Τηλ. 226-341.: [203, 691, 349, 719]
classified-ad: ΚΑΤΑΣΤΗΜΑΤΑ επί της Τσιμισκή 50 μ² 2.000.000. Τηλ. 513-737.: [512, 291, 658, 309]
classified-ad: ΕΥΚΑΙΡΙΑ! Πρωτοτύπως ενδιαφέρον. Τηλ. 74-605.: [1137, 340, 1291, 349]
classified-ad: ΚΑΡΥΠΙΔΗΣ Τσιμισκή 121, τηλ. 65-588. Διαμέρισμα πωλείται 1 αμ., οροφοδιαμέρισμα 130 τ.μ. με 3 δωμ., σαλόνι, λουτρό, κουζίνα, παρκέ, κεντρική θέρμανση. Τιμή 1.050.000 δραχ.: [45, 311, 193, 349]
classified-ad: ΕΥΓ. Κ. ΝΙΚΟΛΑΪΔΗ, διαμ. 110 τ.μ. στην Κασσάνδρου. Τηλ. 20-171.: [821, 454, 966, 473]
classified-ad: ΠΩΛΕΙΤΑΙ επαγγελματικός χώρος επί της Τσιμισκή. Τηλ. 41-265.: [976, 194, 1121, 212]
